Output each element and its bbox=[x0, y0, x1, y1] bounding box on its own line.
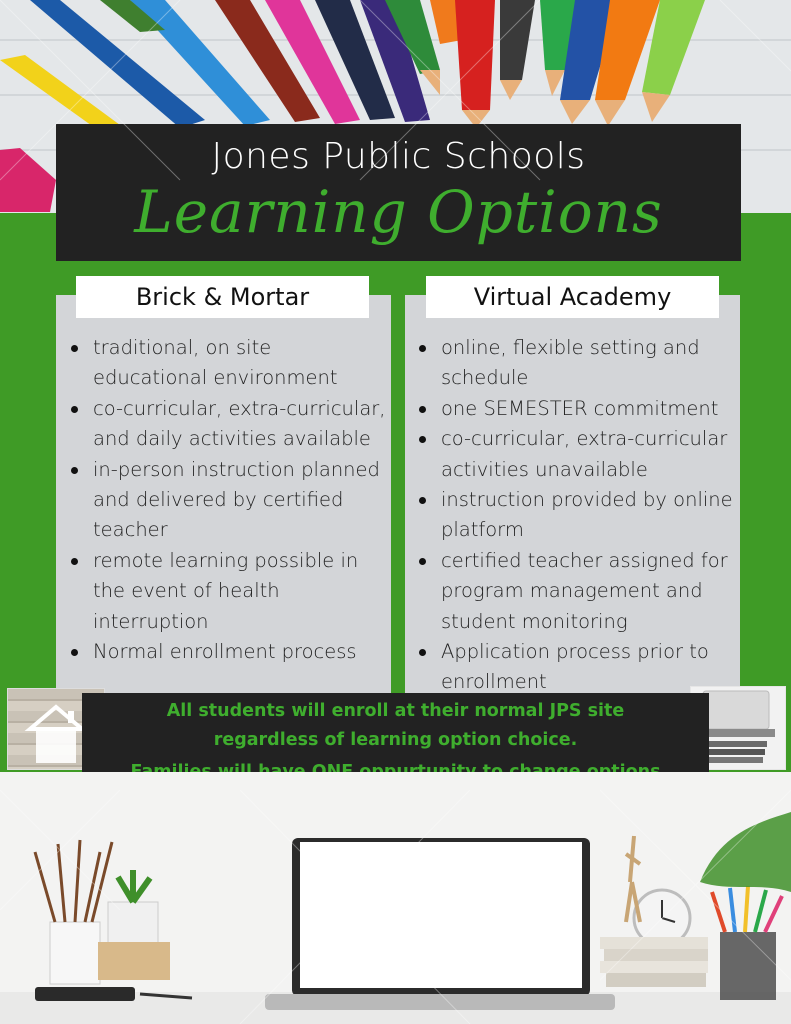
list-item: certified teacher assigned for program management and student monitoring bbox=[418, 546, 743, 637]
list-item: online, flexible setting and schedule bbox=[418, 333, 743, 394]
page-title: Learning Options bbox=[134, 178, 663, 246]
desk-illustration bbox=[0, 772, 791, 1024]
school-name: Jones Public Schools bbox=[211, 136, 586, 177]
list-item: traditional, on site educational environment bbox=[70, 333, 390, 394]
list-item: Normal enrollment process bbox=[70, 637, 390, 667]
title-banner bbox=[56, 124, 741, 261]
virtual-academy-list bbox=[418, 333, 743, 698]
brick-mortar-heading: Brick & Mortar bbox=[76, 276, 369, 318]
list-item: instruction provided by online platform bbox=[418, 485, 743, 546]
desk-photo bbox=[0, 772, 791, 1024]
virtual-academy-heading: Virtual Academy bbox=[426, 276, 719, 318]
list-item: co-curricular, extra-curricular, and daily activities available bbox=[70, 394, 390, 455]
list-item: in-person instruction planned and delivered by certified teacher bbox=[70, 455, 390, 546]
list-item: co-curricular, extra-curricular activities unavailable bbox=[418, 424, 743, 485]
brick-mortar-list bbox=[70, 333, 390, 667]
list-item: remote learning possible in the event of health interruption bbox=[70, 546, 390, 637]
list-item: one SEMESTER commitment bbox=[418, 394, 743, 424]
notice-line-1: All students will enroll at their normal JPS site regardless of learning option choice. bbox=[166, 701, 625, 750]
list-item: Application process prior to enrollment bbox=[418, 637, 743, 698]
